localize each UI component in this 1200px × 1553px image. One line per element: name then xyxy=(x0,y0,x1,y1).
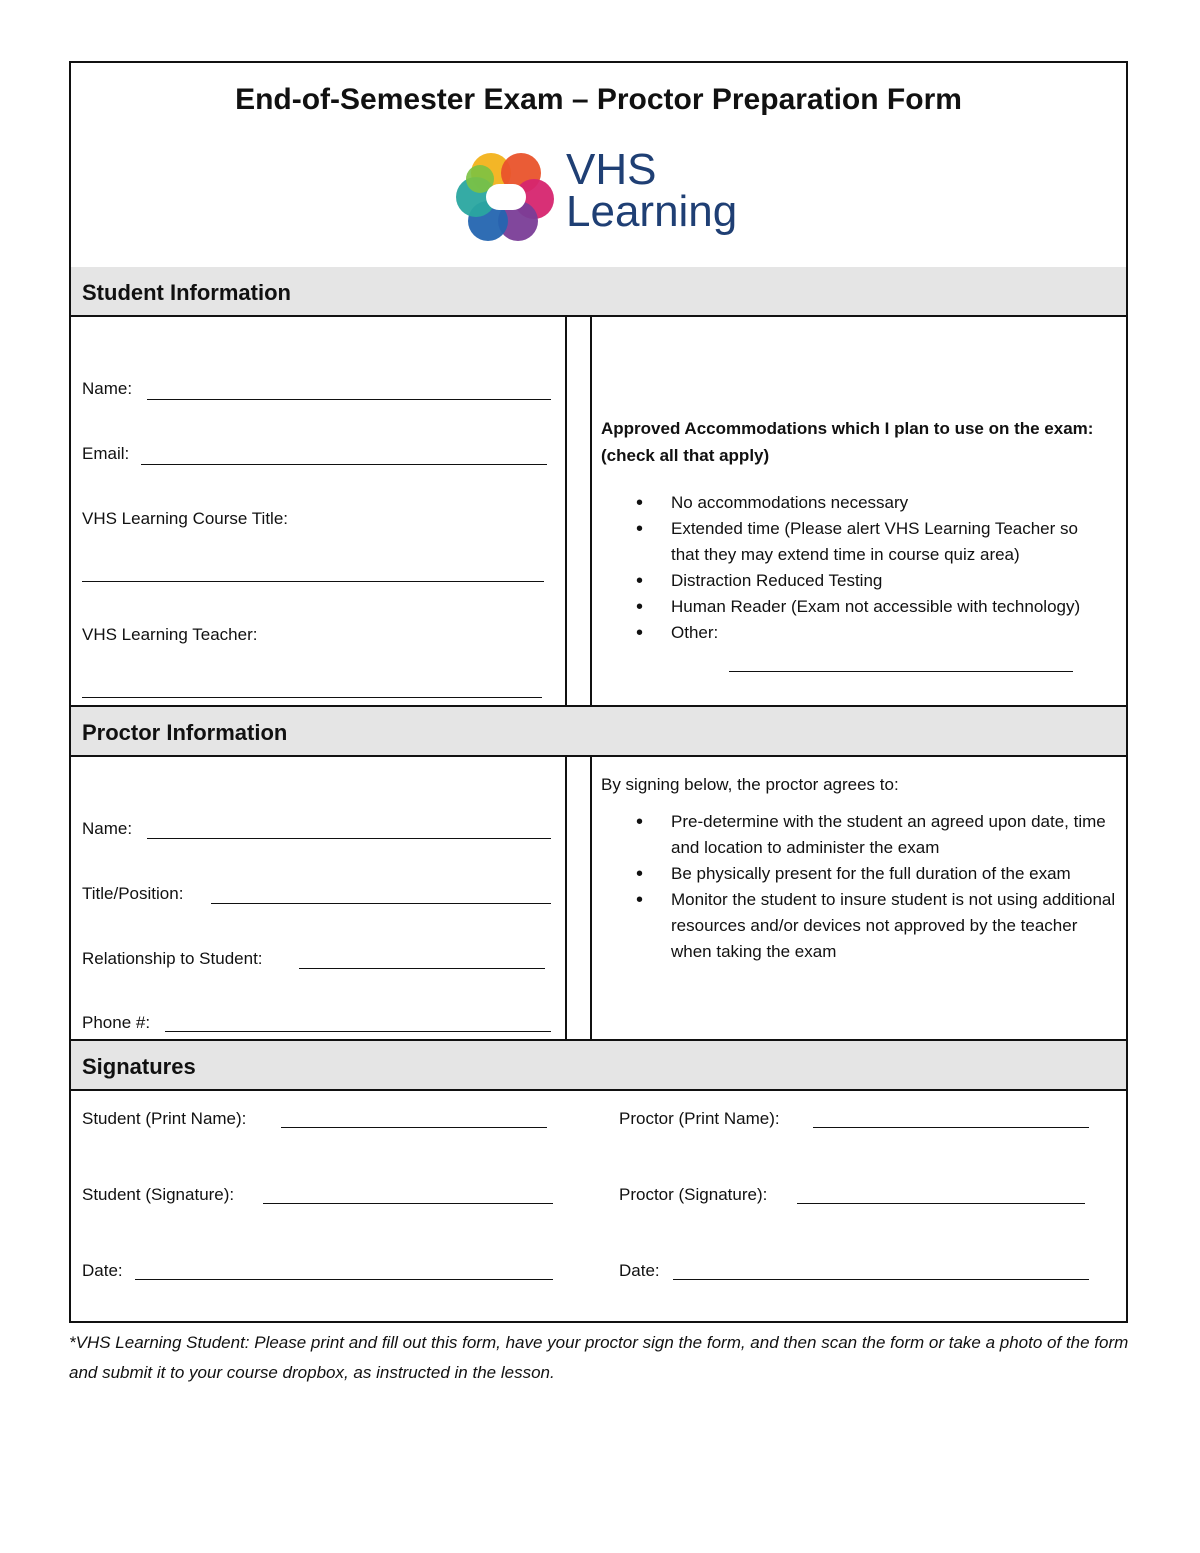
student-signature-label: Student (Signature): xyxy=(82,1185,235,1204)
teacher-field[interactable] xyxy=(82,697,542,698)
proctor-signature-label: Proctor (Signature): xyxy=(619,1185,768,1204)
phone-field[interactable] xyxy=(165,1031,551,1032)
signatures-bar xyxy=(71,1041,1126,1091)
proctor-divider-right xyxy=(590,757,592,1039)
student-print-label: Student (Print Name): xyxy=(82,1109,247,1128)
footnote: *VHS Learning Student: Please print and fill out this form, have your proctor sign the form, and then scan the form or take a photo of the form and submit it to your course dropbox, as instructed in the lesson. xyxy=(69,1333,1129,1382)
logo-text-learning: Learning xyxy=(566,187,738,236)
student-date-label: Date: xyxy=(82,1261,123,1280)
student-date-field[interactable] xyxy=(135,1279,553,1280)
phone-label: Phone #: xyxy=(82,1013,151,1032)
proctor-agreement-heading: By signing below, the proctor agrees to: xyxy=(601,775,899,794)
column-divider-left xyxy=(565,317,567,705)
accommodation-item[interactable]: • No accommodations necessary xyxy=(601,490,1111,516)
accommodations-heading: Approved Accommodations which I plan to use on the exam: (check all that apply) xyxy=(601,419,1094,465)
proctor-info-bar xyxy=(71,707,1126,757)
student-name-label: Name: xyxy=(82,379,133,398)
proctor-title-field[interactable] xyxy=(211,903,551,904)
accommodation-item[interactable]: • Distraction Reduced Testing xyxy=(601,568,1111,594)
student-email-field[interactable] xyxy=(141,464,547,465)
logo-text xyxy=(566,145,738,236)
agreement-item: • Pre-determine with the student an agreed upon date, time and location to administer the exam xyxy=(601,809,1116,861)
proctor-signature-field[interactable] xyxy=(797,1203,1085,1204)
agreement-item: • Be physically present for the full duration of the exam xyxy=(601,861,1116,887)
other-accommodation-field[interactable] xyxy=(729,671,1073,672)
student-email-label: Email: xyxy=(82,444,130,463)
column-divider-right xyxy=(590,317,592,705)
signatures-heading: Signatures xyxy=(82,1054,196,1079)
student-name-field[interactable] xyxy=(147,399,551,400)
form-header xyxy=(71,63,1126,269)
course-title-label: VHS Learning Course Title: xyxy=(82,509,288,528)
relationship-label: Relationship to Student: xyxy=(82,949,263,968)
student-signature-field[interactable] xyxy=(263,1203,553,1204)
proctor-info-heading: Proctor Information xyxy=(82,720,288,745)
proctor-print-field[interactable] xyxy=(813,1127,1089,1128)
teacher-label: VHS Learning Teacher: xyxy=(82,625,258,644)
proctor-date-label: Date: xyxy=(619,1261,660,1280)
accommodation-item[interactable]: • Human Reader (Exam not accessible with technology) xyxy=(601,594,1111,620)
course-title-field[interactable] xyxy=(82,581,544,582)
logo-text-vhs: VHS xyxy=(566,145,657,194)
student-print-field[interactable] xyxy=(281,1127,547,1128)
proctor-agreement-list xyxy=(601,809,1116,965)
accommodation-item[interactable]: • Other: xyxy=(601,620,1111,646)
proctor-form xyxy=(69,61,1128,1323)
accommodation-item[interactable]: • Extended time (Please alert VHS Learning Teacher so that they may extend time in course quiz area) xyxy=(601,516,1111,568)
proctor-print-label: Proctor (Print Name): xyxy=(619,1109,780,1128)
student-info-heading: Student Information xyxy=(82,280,291,305)
proctor-name-field[interactable] xyxy=(147,838,551,839)
proctor-date-field[interactable] xyxy=(673,1279,1089,1280)
proctor-divider-left xyxy=(565,757,567,1039)
accommodations-list xyxy=(601,490,1111,646)
proctor-title-label: Title/Position: xyxy=(82,884,184,903)
agreement-item: • Monitor the student to insure student is not using additional resources and/or devices not approved by the teacher when taking the exam xyxy=(601,887,1116,965)
proctor-name-label: Name: xyxy=(82,819,133,838)
form-title: End-of-Semester Exam – Proctor Preparation Form xyxy=(235,83,962,116)
student-info-bar xyxy=(71,267,1126,317)
relationship-field[interactable] xyxy=(299,968,545,969)
